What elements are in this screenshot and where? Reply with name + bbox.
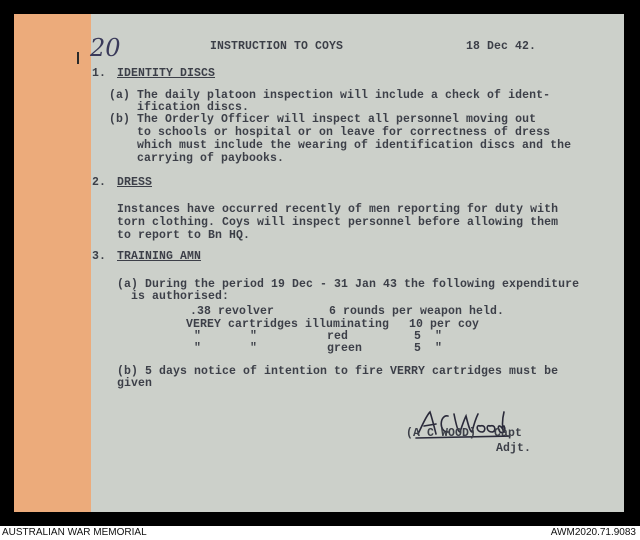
handwritten-page-number: 20 xyxy=(90,34,121,62)
expenditure-amount: 5 " xyxy=(414,330,443,343)
expenditure-item: VEREY cartridges illuminating xyxy=(186,318,390,331)
signatory-role: Adjt. xyxy=(496,442,532,455)
text-line: (a) The daily platoon inspection will include a check of ident- xyxy=(109,89,551,102)
margin-mark xyxy=(77,52,79,64)
text-line: which must include the wearing of identification discs and the xyxy=(137,139,572,152)
expenditure-item: " " red xyxy=(194,330,349,343)
document-page xyxy=(14,14,624,512)
footer-catalog-id: AWM2020.71.9083 xyxy=(550,527,636,538)
signatory-rank: Capt xyxy=(494,427,523,440)
text-line: is authorised: xyxy=(131,290,230,303)
text-line: carrying of paybooks. xyxy=(137,152,285,165)
text-line: given xyxy=(117,377,153,390)
page-margin-strip xyxy=(14,14,91,512)
footer-bar xyxy=(0,526,640,540)
section-number: 3. xyxy=(92,250,107,263)
section-number: 1. xyxy=(92,67,107,80)
document-date: 18 Dec 42. xyxy=(466,40,537,53)
document-heading: INSTRUCTION TO COYS xyxy=(210,40,344,53)
footer-source: AUSTRALIAN WAR MEMORIAL xyxy=(2,527,147,538)
text-line: Instances have occurred recently of men reporting for duty with xyxy=(117,203,559,216)
expenditure-amount: 6 rounds per weapon held. xyxy=(329,305,505,318)
text-line: (b) 5 days notice of intention to fire VERRY cartridges must be xyxy=(117,365,559,378)
section-number: 2. xyxy=(92,176,107,189)
text-line: (b) The Orderly Officer will inspect all personnel moving out xyxy=(109,113,537,126)
signatory-name: (A C WOOD) xyxy=(406,427,477,440)
section-title: DRESS xyxy=(117,176,153,189)
text-line: to report to Bn HQ. xyxy=(117,229,251,242)
text-line: to schools or hospital or on leave for correctness of dress xyxy=(137,126,551,139)
expenditure-amount: 10 per coy xyxy=(409,318,480,331)
text-line: torn clothing. Coys will inspect personnel before allowing them xyxy=(117,216,559,229)
expenditure-item: .38 revolver xyxy=(190,305,275,318)
text-line: ification discs. xyxy=(137,101,250,114)
section-title: TRAINING AMN xyxy=(117,250,202,263)
text-line: (a) During the period 19 Dec - 31 Jan 43 the following expenditure xyxy=(117,278,580,291)
expenditure-item: " " green xyxy=(194,342,363,355)
section-title: IDENTITY DISCS xyxy=(117,67,216,80)
expenditure-amount: 5 " xyxy=(414,342,443,355)
